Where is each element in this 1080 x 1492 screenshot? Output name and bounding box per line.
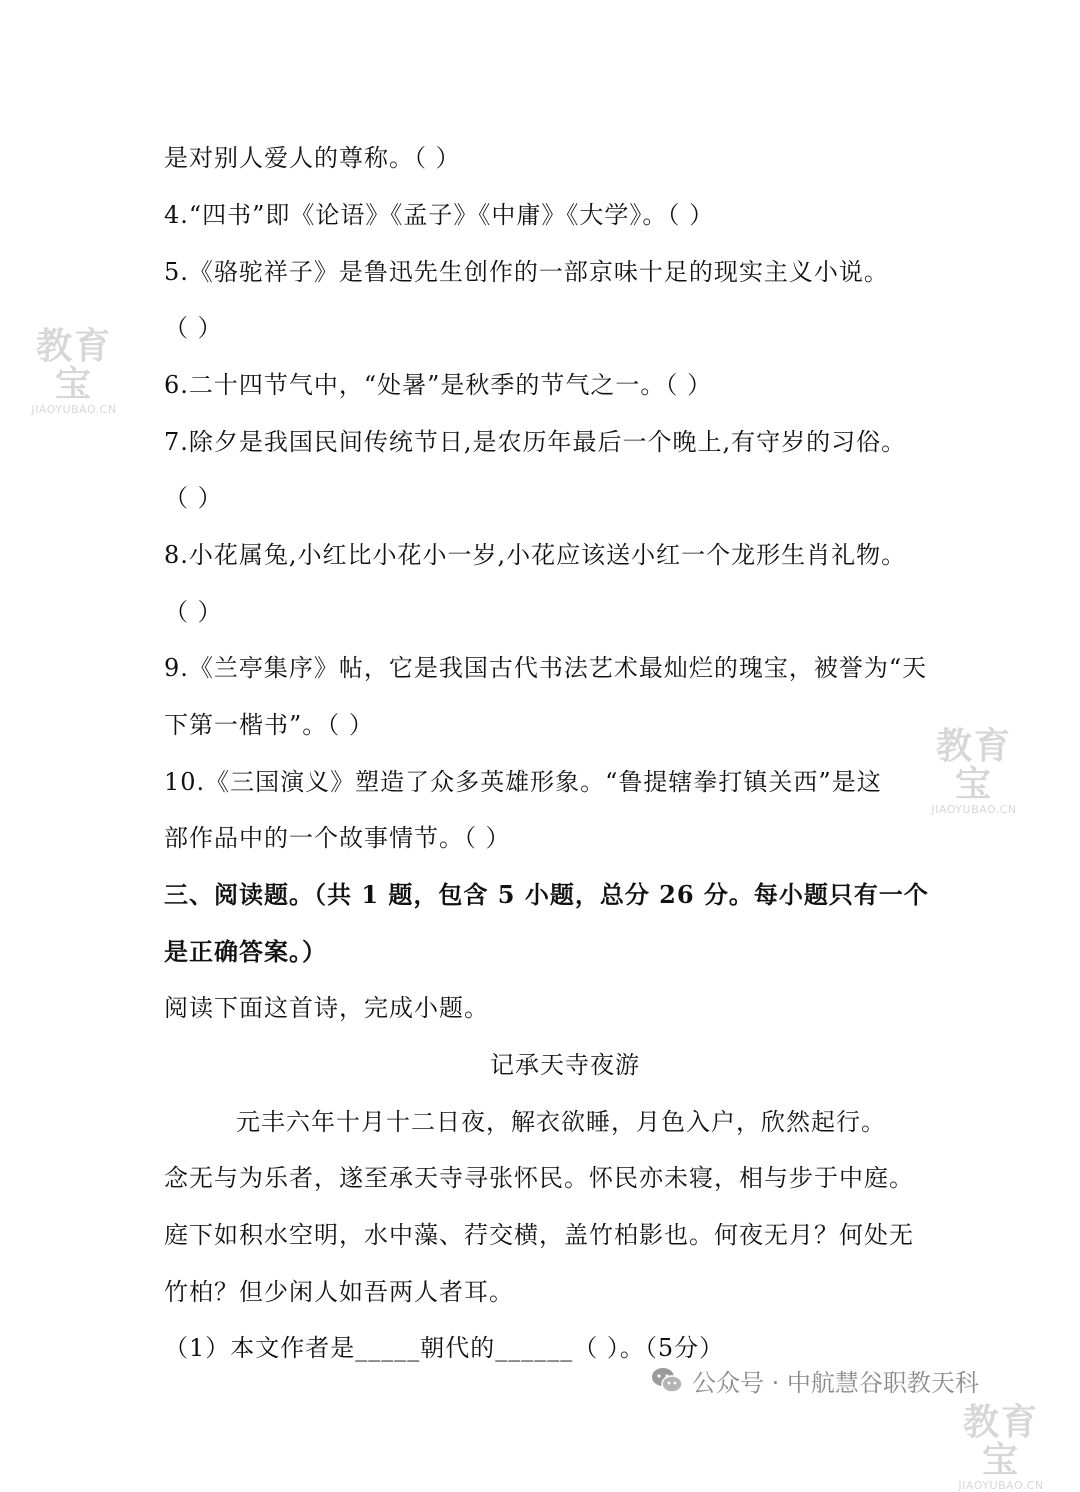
footer-text: 公众号 · 中航慧谷职教天科: [692, 1368, 979, 1397]
answer-bracket: （ ）: [164, 314, 223, 342]
poem-line: 念无与为乐者，遂至承天寺寻张怀民。怀民亦未寝，相与步于中庭。: [164, 1164, 914, 1192]
section-heading-cont: 是正确答案。）: [164, 937, 327, 966]
question-1: （1）本文作者是_____朝代的______（ ）。（5分）: [164, 1334, 725, 1362]
wechat-icon: [650, 1365, 684, 1395]
watermark: 教育宝 JIAOYUBAO.CN: [931, 726, 1017, 816]
text-line: 下第一楷书”。（ ）: [164, 711, 374, 739]
question-9: 9.《兰亭集序》帖，它是我国古代书法艺术最灿烂的瑰宝，被誉为“天: [164, 654, 928, 682]
text-line: 部作品中的一个故事情节。（ ）: [164, 824, 511, 852]
instruction: 阅读下面这首诗，完成小题。: [164, 994, 489, 1022]
watermark: 教育宝 JIAOYUBAO.CN: [958, 1402, 1044, 1492]
answer-bracket: （ ）: [164, 484, 223, 512]
question-5: 5.《骆驼祥子》是鲁迅先生创作的一部京味十足的现实主义小说。: [164, 258, 889, 286]
poem-line: 竹柏？但少闲人如吾两人者耳。: [164, 1278, 514, 1306]
question-4: 4.“四书”即《论语》《孟子》《中庸》《大学》。（ ）: [164, 201, 715, 229]
text-line: 是对别人爱人的尊称。（ ）: [164, 144, 461, 172]
section-heading: 三、阅读题。（共 1 题，包含 5 小题，总分 26 分。每小题只有一个: [164, 880, 929, 909]
question-6: 6.二十四节气中，“处暑”是秋季的节气之一。（ ）: [164, 371, 713, 399]
question-10: 10.《三国演义》塑造了众多英雄形象。“鲁提辖拳打镇关西”是这: [164, 768, 882, 796]
footer-account[interactable]: [650, 1362, 979, 1398]
poem-line: 庭下如积水空明，水中藻、荇交横，盖竹柏影也。何夜无月？何处无: [164, 1221, 914, 1249]
poem-line: 元丰六年十月十二日夜，解衣欲睡，月色入户，欣然起行。: [236, 1108, 886, 1136]
watermark: 教育宝 JIAOYUBAO.CN: [31, 326, 117, 416]
question-7: 7.除夕是我国民间传统节日,是农历年最后一个晚上,有守岁的习俗。: [164, 428, 907, 456]
answer-bracket: （ ）: [164, 598, 223, 626]
poem-title: 记承天寺夜游: [490, 1051, 640, 1079]
question-8: 8.小花属兔,小红比小花小一岁,小花应该送小红一个龙形生肖礼物。: [164, 541, 907, 569]
